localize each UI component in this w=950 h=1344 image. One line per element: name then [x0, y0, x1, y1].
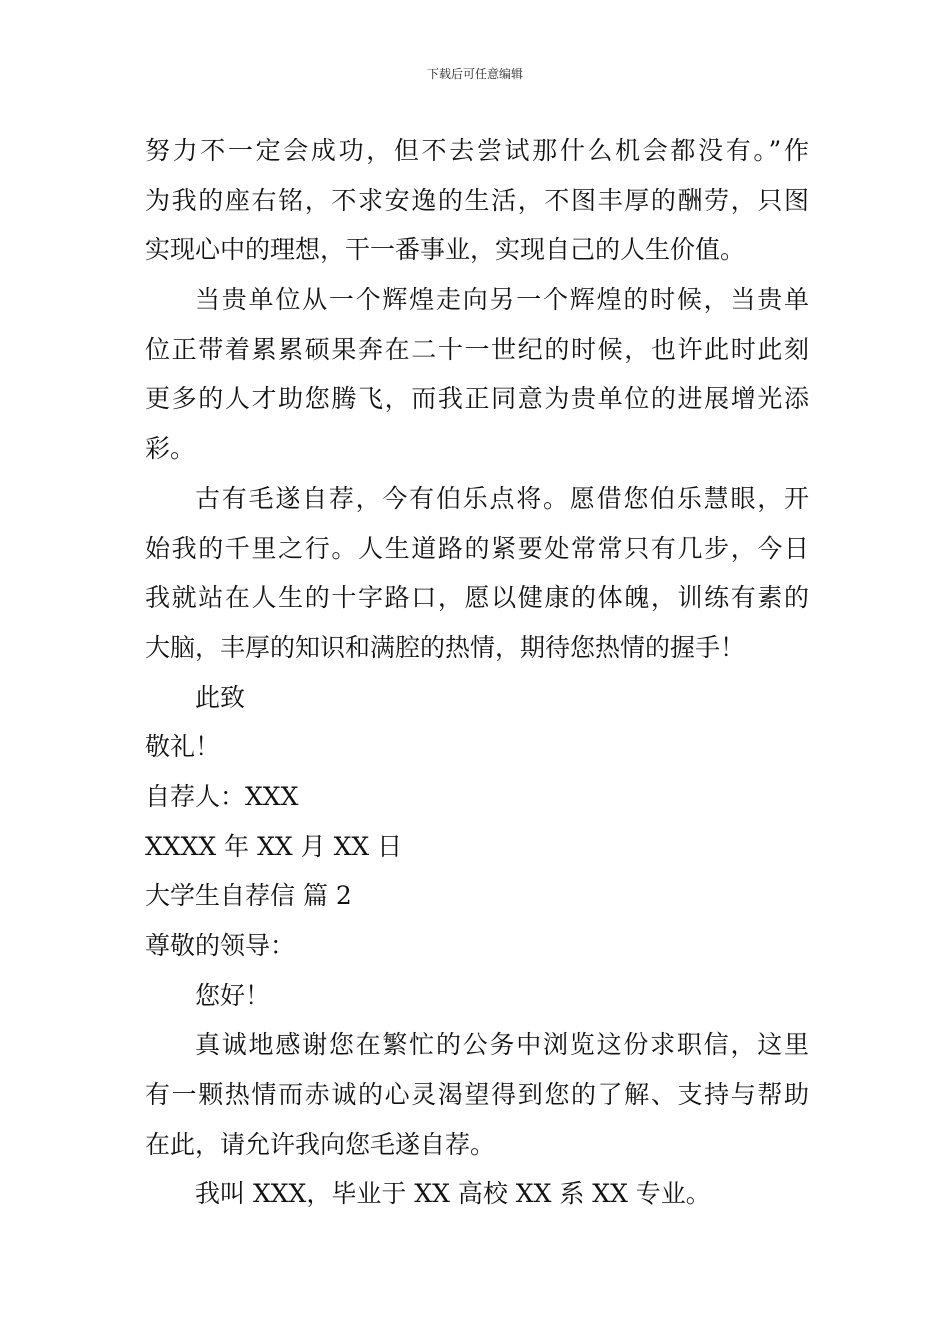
text-line: 真诚地感谢您在繁忙的公务中浏览这份求职信，这里 [195, 1030, 809, 1060]
document-body [145, 126, 809, 1219]
date-line: XXXX 年 XX 月 XX 日 [145, 831, 403, 861]
text-line: 努力不一定会成功，但不去尝试那什么机会都没有。”作 [145, 136, 809, 165]
text-line: 大脑，丰厚的知识和满腔的热情，期待您热情的握手！ [145, 632, 746, 662]
salutation-line: 敬礼！ [145, 732, 221, 762]
greeting-line: 您好！ [195, 980, 271, 1010]
text-line: 更多的人才助您腾飞，而我正同意为贵单位的进展增光添 [145, 384, 809, 414]
text-line: 我就站在人生的十字路口，愿以健康的体魄，训练有素的 [145, 583, 809, 613]
greeting-line: 尊敬的领导： [145, 931, 296, 960]
text-line: 古有毛遂自荐，今有伯乐点将。愿借您伯乐慧眼，开 [195, 483, 809, 513]
text-line: 为我的座右铭，不求安逸的生活，不图丰厚的酬劳，只图 [145, 185, 809, 215]
text-line: 有一颗热情而赤诚的心灵渴望得到您的了解、支持与帮助 [145, 1080, 809, 1110]
text-line: 彩。 [145, 434, 196, 464]
closing-line: 此致 [195, 682, 246, 712]
text-line: 位正带着累累硕果奔在二十一世纪的时候，也许此时此刻 [145, 334, 809, 364]
text-line: 在此，请允许我向您毛遂自荐。 [145, 1129, 496, 1159]
text-line: 始我的千里之行。人生道路的紧要处常常只有几步，今日 [145, 533, 809, 563]
text-line: 实现心中的理想，干一番事业，实现自己的人生价值。 [145, 235, 746, 265]
signature-line: 自荐人：XXX [145, 781, 299, 811]
page-header-note: 下载后可任意编辑 [426, 67, 523, 81]
section-title: 大学生自荐信 篇 2 [145, 881, 352, 911]
text-line: 我叫 XXX，毕业于 XX 高校 XX 系 XX 专业。 [195, 1179, 711, 1209]
text-line: 当贵单位从一个辉煌走向另一个辉煌的时候，当贵单 [195, 285, 809, 315]
